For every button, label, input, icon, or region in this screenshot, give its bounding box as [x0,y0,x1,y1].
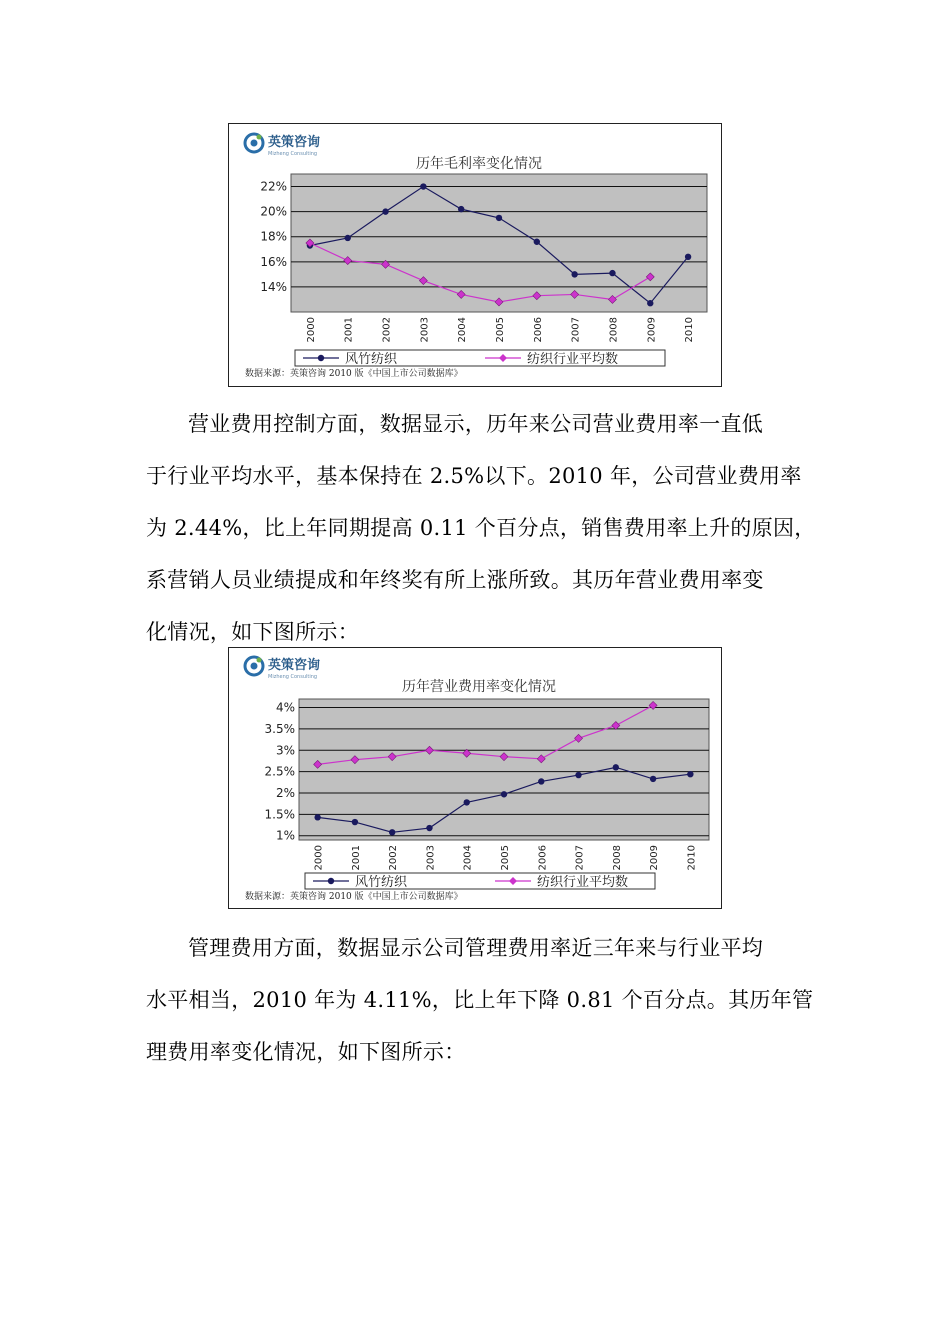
x-tick-label: 2000 [313,845,325,871]
x-tick-label: 2004 [457,317,469,343]
y-tick-label: 20% [260,204,287,219]
y-tick-label: 2% [275,786,295,800]
data-point-0 [575,772,581,778]
x-tick-label: 2009 [646,317,658,343]
data-point-0 [685,254,691,260]
y-tick-label: 18% [260,229,287,244]
gross-margin-chart [228,123,722,387]
logo-dot-icon [251,140,258,147]
x-tick-label: 2005 [500,845,511,871]
data-point-0 [534,239,540,245]
paragraph-line: 系营销人员业绩提成和年终奖有所上涨所致。其历年营业费用率变 [146,568,764,592]
y-tick-label: 3% [275,743,295,758]
x-tick-label: 2001 [343,317,355,343]
paragraph-admin-expense [146,922,814,1078]
x-tick-label: 2002 [388,845,400,871]
sales-expense-chart-svg [229,648,723,910]
legend-label-1: 纺织行业平均数 [537,875,629,890]
x-tick-label: 2004 [462,845,474,871]
data-point-0 [389,829,395,835]
logo-leaf-icon [257,658,262,663]
x-tick-label: 2001 [350,845,362,871]
data-point-0 [496,215,502,221]
y-tick-label: 2.5% [264,764,295,779]
logo [245,134,320,157]
x-tick-label: 2007 [574,845,586,871]
chart-source: 数据来源：英策咨询 2010 版《中国上市公司数据库》 [245,892,463,902]
data-point-0 [647,300,653,306]
x-tick-label: 2008 [608,317,620,343]
y-tick-label: 1.5% [264,807,295,822]
logo-name: 英策咨询 [268,658,321,673]
y-tick-label: 16% [260,254,287,269]
x-tick-label: 2007 [570,317,582,343]
logo-subtitle: Mizheng Consulting [268,151,318,157]
paragraph-line: 管理费用方面，数据显示公司管理费用率近三年来与行业平均 [188,936,764,960]
logo [245,657,320,680]
chart-title: 历年营业费用率变化情况 [402,679,556,695]
data-point-0 [420,183,426,189]
x-tick-label: 2006 [532,317,544,343]
data-point-0 [345,235,351,241]
data-point-0 [650,776,656,782]
x-tick-label: 2005 [495,317,506,343]
paragraph-line: 化情况，如下图所示： [146,620,359,644]
x-tick-label: 2010 [686,845,698,871]
x-tick-label: 2008 [611,845,623,871]
x-tick-label: 2000 [305,317,317,343]
data-point-0 [458,206,464,212]
data-point-0 [538,778,544,784]
data-point-0 [571,271,577,277]
legend-marker-0 [318,355,324,361]
logo-dot-icon [251,663,258,670]
chart-title: 历年毛利率变化情况 [416,156,542,172]
logo-subtitle: Mizheng Consulting [268,674,318,680]
data-point-0 [613,764,619,770]
legend-label-0: 风竹纺织 [355,875,408,890]
y-tick-label: 1% [275,828,295,843]
paragraph-line: 营业费用控制方面，数据显示，历年来公司营业费用率一直低 [188,412,764,436]
x-tick-label: 2006 [537,845,549,871]
y-tick-label: 14% [260,279,287,294]
chart-source: 数据来源：英策咨询 2010 版《中国上市公司数据库》 [245,369,463,379]
paragraph-line: 为 2.44%，比上年同期提高 0.11 个百分点，销售费用率上升的原因， [146,516,816,540]
plot-area [291,174,707,312]
data-point-0 [609,270,615,276]
x-tick-label: 2003 [425,845,437,871]
gross-margin-chart-svg [229,124,723,388]
paragraph-line: 于行业平均水平，基本保持在 2.5%以下。2010 年，公司营业费用率 [146,464,802,488]
paragraph-line: 水平相当，2010 年为 4.11%，比上年下降 0.81 个百分点。其历年管 [146,988,814,1012]
data-point-0 [352,819,358,825]
data-point-0 [464,799,470,805]
logo-name: 英策咨询 [268,135,321,150]
x-tick-label: 2009 [649,845,661,871]
legend-label-1: 纺织行业平均数 [527,352,619,367]
x-tick-label: 2010 [684,317,696,343]
logo-leaf-icon [257,135,262,140]
data-point-0 [314,814,320,820]
legend-marker-0 [328,878,334,884]
x-tick-label: 2003 [419,317,431,343]
data-point-0 [501,791,507,797]
y-tick-label: 22% [260,179,287,194]
paragraph-sales-expense [146,398,816,658]
x-tick-label: 2002 [381,317,393,343]
legend-label-0: 风竹纺织 [345,352,398,367]
y-tick-label: 4% [275,700,295,715]
data-point-0 [426,825,432,831]
data-point-0 [382,208,388,214]
data-point-0 [687,771,693,777]
paragraph-line: 理费用率变化情况，如下图所示： [146,1040,466,1064]
y-tick-label: 3.5% [264,721,295,736]
plot-area [299,699,709,840]
sales-expense-chart [228,647,722,909]
